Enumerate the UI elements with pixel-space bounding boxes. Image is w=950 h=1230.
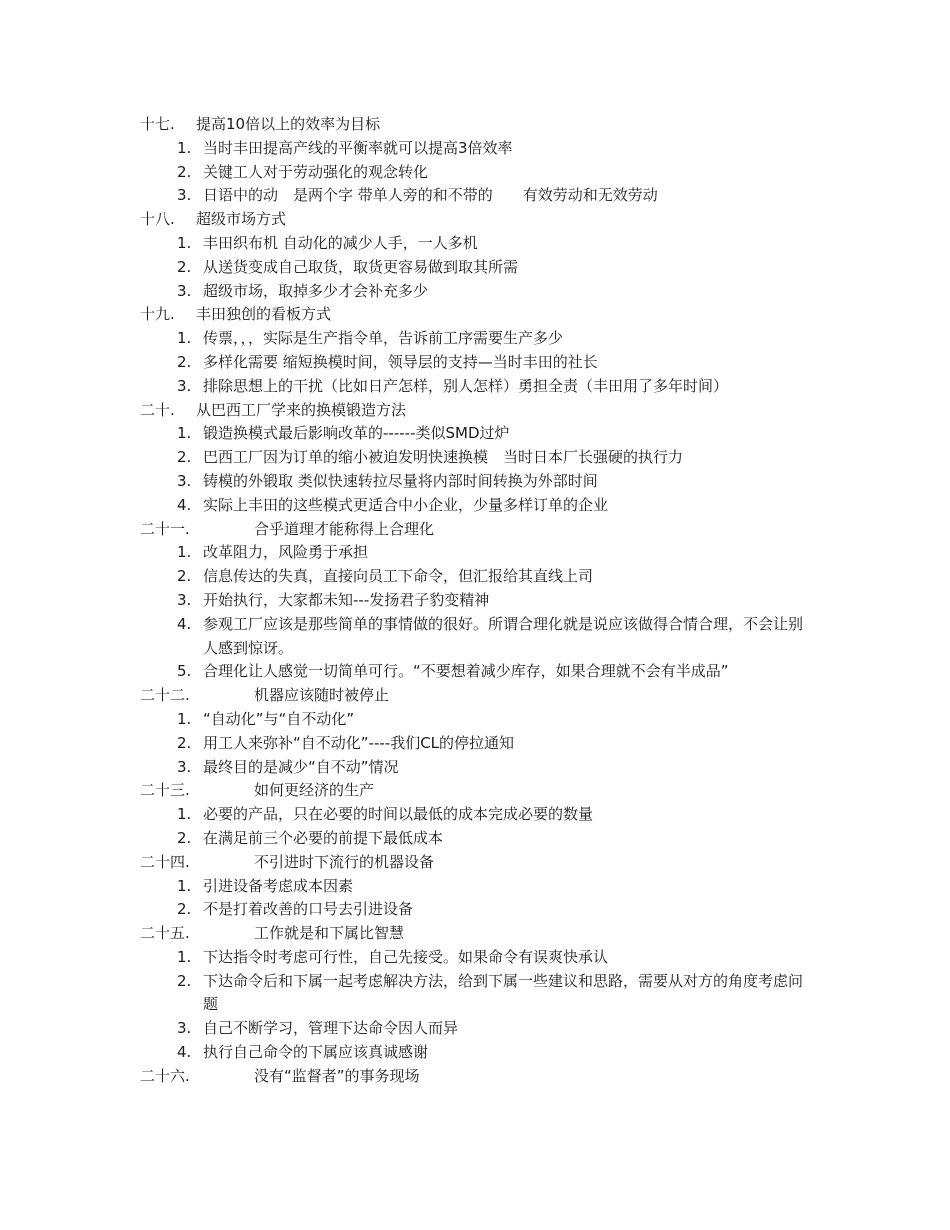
list-item-number: 1. [177, 424, 192, 443]
list-item [0, 589, 950, 613]
list-item [0, 375, 950, 399]
list-item-text: “自动化”与“自不动化” [203, 709, 355, 728]
list-item [0, 327, 950, 351]
list-item [0, 875, 950, 899]
list-item-text: 不是打着改善的口号去引进设备 [203, 900, 414, 919]
outline-section [0, 518, 950, 685]
list-item-text: 参观工厂应该是那些简单的事情做的很好。所谓合理化就是说应该做得合情合理，不会让别人感到惊讶。 [203, 614, 804, 657]
list-item-number: 2. [177, 900, 192, 919]
outline-section [0, 303, 950, 398]
list-item-number: 3. [177, 757, 192, 776]
list-item-number: 2. [177, 162, 192, 181]
list-item [0, 232, 950, 256]
section-heading [0, 399, 950, 423]
list-item-number: 3. [177, 186, 192, 205]
list-item [0, 1017, 950, 1041]
section-number: 十七. [140, 115, 175, 133]
list-item-number: 1. [177, 805, 192, 824]
list-item-text: 传票，，，实际是生产指令单，告诉前工序需要生产多少 [203, 329, 564, 348]
section-heading [0, 684, 950, 708]
list-item-number: 2. [177, 733, 192, 752]
list-item [0, 137, 950, 161]
section-title: 如何更经济的生产 [254, 781, 375, 800]
list-item-text: 改革阻力，风险勇于承担 [203, 543, 369, 562]
list-item-text: 最终目的是减少“自不动”情况 [203, 757, 399, 776]
section-number: 二十一. [140, 519, 190, 538]
list-item [0, 494, 950, 518]
outline-section [0, 1065, 950, 1089]
list-item-text: 关键工人对于劳动强化的观念转化 [203, 162, 429, 181]
list-item-number: 4. [177, 495, 192, 514]
list-item [0, 470, 950, 494]
section-title: 工作就是和下属比智慧 [254, 924, 405, 943]
section-heading [0, 208, 950, 232]
list-item [0, 1041, 950, 1065]
list-item-text: 执行自己命令的下属应该真诚感谢 [203, 1043, 429, 1062]
list-item-text: 丰田织布机 自动化的减少人手，一人多机 [203, 233, 478, 252]
list-item-number: 3. [177, 471, 192, 490]
list-item [0, 970, 950, 1018]
list-item [0, 422, 950, 446]
list-item-number: 2. [177, 352, 192, 371]
document-body [0, 113, 950, 1089]
list-item-text: 合理化让人感觉一切简单可行。“不要想着减少库存，如果合理就不会有半成品” [203, 662, 729, 681]
list-item-number: 3. [177, 281, 192, 300]
list-item-number: 1. [177, 709, 192, 728]
list-item-text: 超级市场，取掉多少才会补充多少 [203, 281, 429, 300]
list-item-text: 信息传达的失真，直接向员工下命令，但汇报给其直线上司 [203, 567, 594, 586]
list-item-number: 3. [177, 1019, 192, 1038]
section-title: 没有“监督者”的事务现场 [254, 1066, 420, 1085]
list-item-number: 1. [177, 138, 192, 157]
list-item-number: 3. [177, 376, 192, 395]
section-number: 十九. [140, 305, 175, 324]
list-item-number: 1. [177, 876, 192, 895]
list-item-text: 排除思想上的干扰（比如日产怎样，别人怎样）勇担全责（丰田用了多年时间） [203, 376, 729, 395]
outline-section [0, 922, 950, 1065]
list-item-number: 5. [177, 662, 192, 681]
outline-section [0, 779, 950, 850]
list-item-number: 2. [177, 567, 192, 586]
list-item [0, 161, 950, 185]
list-item-number: 1. [177, 947, 192, 966]
section-number: 二十六. [140, 1066, 190, 1085]
list-item [0, 898, 950, 922]
list-item-text: 自己不断学习，管理下达命令因人而异 [203, 1019, 459, 1038]
list-item [0, 351, 950, 375]
list-item-text: 在满足前三个必要的前提下最低成本 [203, 828, 444, 847]
list-item-number: 2. [177, 448, 192, 467]
list-item [0, 708, 950, 732]
list-item-text: 引进设备考虑成本因素 [203, 876, 354, 895]
list-item [0, 732, 950, 756]
list-item-text: 开始执行，大家都未知---发扬君子豹变精神 [203, 590, 490, 609]
outline-section [0, 399, 950, 518]
outline-section [0, 113, 950, 208]
list-item [0, 613, 950, 661]
list-item [0, 946, 950, 970]
list-item [0, 184, 950, 208]
list-item-number: 2. [177, 257, 192, 276]
list-item [0, 827, 950, 851]
section-number: 十八. [140, 210, 175, 229]
section-title: 合乎道理才能称得上合理化 [254, 519, 435, 538]
list-item [0, 280, 950, 304]
list-item-number: 1. [177, 543, 192, 562]
section-title: 不引进时下流行的机器设备 [254, 852, 435, 871]
outline-section [0, 684, 950, 779]
list-item-text: 锻造换模式最后影响改革的------类似SMD过炉 [203, 424, 510, 443]
section-number: 二十四. [140, 852, 190, 871]
list-item [0, 660, 950, 684]
section-title: 超级市场方式 [196, 210, 287, 229]
list-item-text: 实际上丰田的这些模式更适合中小企业，少量多样订单的企业 [203, 495, 609, 514]
list-item-number: 4. [177, 614, 192, 633]
list-item [0, 256, 950, 280]
section-title: 丰田独创的看板方式 [196, 305, 332, 324]
list-item-number: 2. [177, 971, 192, 990]
list-item-text: 下达指令时考虑可行性，自己先接受。如果命令有误爽快承认 [203, 947, 609, 966]
section-number: 二十. [140, 400, 175, 419]
list-item-text: 日语中的动 是两个字 带单人旁的和不带的 有效劳动和无效劳动 [203, 186, 658, 205]
outline-section [0, 208, 950, 303]
list-item-number: 4. [177, 1043, 192, 1062]
list-item-text: 用工人来弥补“自不动化”----我们CL的停拉通知 [203, 733, 515, 752]
section-number: 二十五. [140, 924, 190, 943]
section-heading [0, 518, 950, 542]
list-item-number: 2. [177, 828, 192, 847]
list-item [0, 565, 950, 589]
list-item-text: 必要的产品，只在必要的时间以最低的成本完成必要的数量 [203, 805, 594, 824]
section-title: 从巴西工厂学来的换模锻造方法 [196, 400, 407, 419]
list-item-text: 巴西工厂因为订单的缩小被迫发明快速换模 当时日本厂长强硬的执行力 [203, 448, 684, 467]
section-heading [0, 303, 950, 327]
list-item [0, 541, 950, 565]
list-item [0, 756, 950, 780]
list-item [0, 803, 950, 827]
section-heading [0, 779, 950, 803]
section-heading [0, 113, 950, 137]
outline-section [0, 851, 950, 922]
section-heading [0, 1065, 950, 1089]
list-item-number: 3. [177, 590, 192, 609]
section-heading [0, 851, 950, 875]
section-heading [0, 922, 950, 946]
section-number: 二十二. [140, 686, 190, 705]
list-item-text: 多样化需要 缩短换模时间，领导层的支持—当时丰田的社长 [203, 352, 598, 371]
list-item-number: 1. [177, 329, 192, 348]
list-item [0, 446, 950, 470]
section-title: 机器应该随时被停止 [254, 686, 390, 705]
list-item-text: 从送货变成自己取货，取货更容易做到取其所需 [203, 257, 519, 276]
list-item-number: 1. [177, 233, 192, 252]
section-title: 提高10倍以上的效率为目标 [196, 115, 381, 133]
list-item-text: 下达命令后和下属一起考虑解决方法，给到下属一些建议和思路，需要从对方的角度考虑问题 [203, 971, 804, 1014]
section-number: 二十三. [140, 781, 190, 800]
list-item-text: 当时丰田提高产线的平衡率就可以提高3倍效率 [203, 138, 513, 157]
list-item-text: 铸模的外锻取 类似快速转拉尽量将内部时间转换为外部时间 [203, 471, 598, 490]
